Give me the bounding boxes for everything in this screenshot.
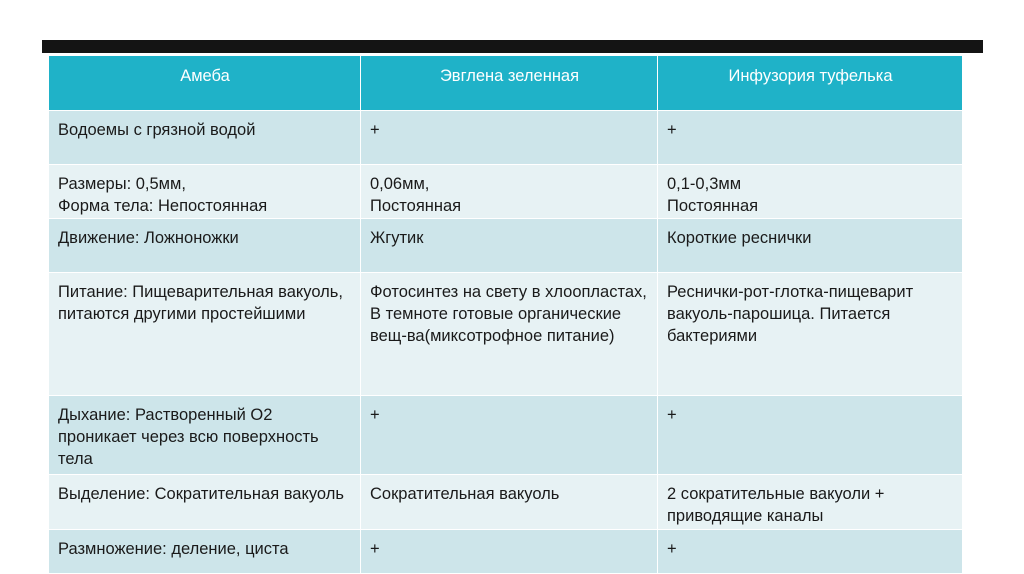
header-paramecium: Инфузория туфелька <box>658 56 963 111</box>
table-row-nutrition <box>49 273 963 396</box>
header-euglena: Эвглена зеленная <box>361 56 658 111</box>
table-cell: Размеры: 0,5мм, Форма тела: Непостоянная <box>49 165 361 219</box>
table-cell: Жгутик <box>361 219 658 273</box>
table-cell: Короткие реснички <box>658 219 963 273</box>
table-cell: Размножение: деление, циста <box>49 530 361 574</box>
table-row-movement <box>49 219 963 273</box>
table-cell: Реснички-рот-глотка-пищеварит вакуоль-парошица. Питается бактериями <box>658 273 963 396</box>
table-row-size <box>49 165 963 219</box>
table-cell: + <box>361 111 658 165</box>
table-row-excretion <box>49 475 963 530</box>
table-cell: Питание: Пищеварительная вакуоль, питаются другими простейшими <box>49 273 361 396</box>
table-cell: Фотосинтез на свету в хлоопластах, В темноте готовые органические вещ-ва(миксотрофное питание) <box>361 273 658 396</box>
table-cell: Дыхание: Растворенный О2 проникает через всю поверхность тела <box>49 396 361 475</box>
table-row-habitat <box>49 111 963 165</box>
table-row-reproduction <box>49 530 963 574</box>
table-cell: Выделение: Сократительная вакуоль <box>49 475 361 530</box>
table-cell: + <box>658 111 963 165</box>
table-cell: Водоемы с грязной водой <box>49 111 361 165</box>
comparison-table <box>48 55 963 574</box>
table-header-row <box>49 56 963 111</box>
table-cell: + <box>658 396 963 475</box>
table-cell: 0,06мм, Постоянная <box>361 165 658 219</box>
table-cell: + <box>658 530 963 574</box>
table-row-respiration <box>49 396 963 475</box>
header-amoeba: Амеба <box>49 56 361 111</box>
top-divider-bar <box>42 40 983 53</box>
table-cell: + <box>361 396 658 475</box>
table-cell: 2 сократительные вакуоли + приводящие каналы <box>658 475 963 530</box>
table-cell: Движение: Ложноножки <box>49 219 361 273</box>
table-cell: + <box>361 530 658 574</box>
table-cell: Сократительная вакуоль <box>361 475 658 530</box>
table-cell: 0,1-0,3мм Постоянная <box>658 165 963 219</box>
